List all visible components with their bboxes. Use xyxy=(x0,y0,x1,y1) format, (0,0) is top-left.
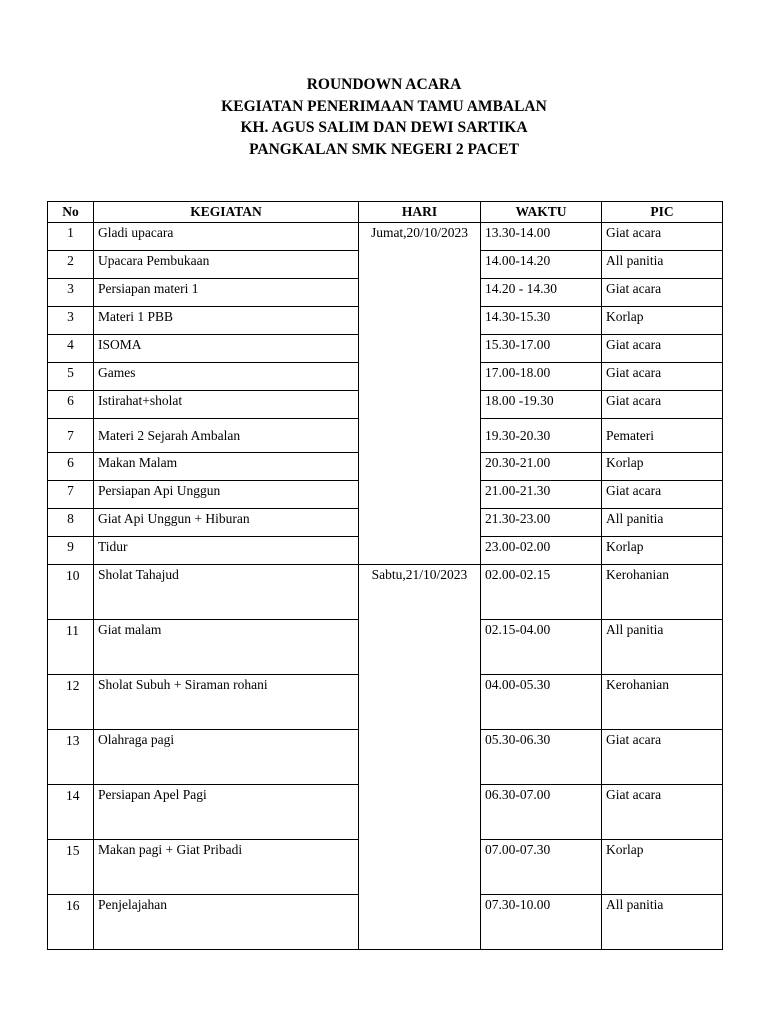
cell-kegiatan: Games xyxy=(94,363,359,391)
cell-waktu: 20.30-21.00 xyxy=(481,453,602,481)
cell-waktu: 17.00-18.00 xyxy=(481,363,602,391)
table-row xyxy=(48,565,723,620)
cell-kegiatan: Upacara Pembukaan xyxy=(94,251,359,279)
table-row xyxy=(48,223,723,251)
title-line-4: PANGKALAN SMK NEGERI 2 PACET xyxy=(249,140,519,158)
cell-waktu: 14.00-14.20 xyxy=(481,251,602,279)
cell-waktu: 06.30-07.00 xyxy=(481,785,602,840)
cell-kegiatan: Istirahat+sholat xyxy=(94,391,359,419)
cell-kegiatan: Makan Malam xyxy=(94,453,359,481)
row-number: 9 xyxy=(67,539,74,554)
cell-pic: Korlap xyxy=(602,537,723,565)
cell-kegiatan: Materi 1 PBB xyxy=(94,307,359,335)
cell-no xyxy=(48,895,94,950)
cell-no xyxy=(48,223,94,251)
row-number: 6 xyxy=(67,393,74,408)
cell-pic: Kerohanian xyxy=(602,675,723,730)
row-number: 13 xyxy=(66,733,80,748)
header-pic: PIC xyxy=(602,202,723,223)
cell-pic: Pemateri xyxy=(602,419,723,453)
cell-pic: All panitia xyxy=(602,895,723,950)
cell-no xyxy=(48,481,94,509)
cell-waktu: 21.00-21.30 xyxy=(481,481,602,509)
cell-kegiatan: Sholat Subuh + Siraman rohani xyxy=(94,675,359,730)
rundown-table xyxy=(47,201,723,950)
cell-kegiatan: Sholat Tahajud xyxy=(94,565,359,620)
cell-hari-jumat: Jumat,20/10/2023 xyxy=(359,223,481,565)
cell-kegiatan: Olahraga pagi xyxy=(94,730,359,785)
cell-kegiatan: Penjelajahan xyxy=(94,895,359,950)
cell-pic: Korlap xyxy=(602,307,723,335)
cell-pic: All panitia xyxy=(602,251,723,279)
cell-pic: Giat acara xyxy=(602,391,723,419)
cell-pic: Giat acara xyxy=(602,335,723,363)
cell-no xyxy=(48,537,94,565)
cell-pic: Giat acara xyxy=(602,223,723,251)
cell-no xyxy=(48,251,94,279)
header-hari: HARI xyxy=(359,202,481,223)
cell-pic: Giat acara xyxy=(602,363,723,391)
header-waktu: WAKTU xyxy=(481,202,602,223)
cell-kegiatan: Materi 2 Sejarah Ambalan xyxy=(94,419,359,453)
cell-kegiatan: Persiapan materi 1 xyxy=(94,279,359,307)
cell-kegiatan: Makan pagi + Giat Pribadi xyxy=(94,840,359,895)
row-number: 16 xyxy=(66,898,80,913)
cell-no xyxy=(48,730,94,785)
cell-waktu: 02.00-02.15 xyxy=(481,565,602,620)
cell-kegiatan: Tidur xyxy=(94,537,359,565)
cell-pic: Giat acara xyxy=(602,481,723,509)
row-number: 3 xyxy=(67,281,74,296)
row-number: 15 xyxy=(66,843,80,858)
cell-pic: Korlap xyxy=(602,840,723,895)
document-title xyxy=(0,74,768,160)
cell-waktu: 19.30-20.30 xyxy=(481,419,602,453)
cell-kegiatan: Gladi upacara xyxy=(94,223,359,251)
cell-waktu: 14.20 - 14.30 xyxy=(481,279,602,307)
cell-waktu: 13.30-14.00 xyxy=(481,223,602,251)
title-line-2: KEGIATAN PENERIMAAN TAMU AMBALAN xyxy=(221,97,547,115)
cell-pic: Kerohanian xyxy=(602,565,723,620)
row-number: 11 xyxy=(66,623,79,638)
row-number: 14 xyxy=(66,788,80,803)
row-number: 12 xyxy=(66,678,80,693)
row-number: 2 xyxy=(67,253,74,268)
cell-pic: Giat acara xyxy=(602,279,723,307)
cell-no xyxy=(48,565,94,620)
row-number: 10 xyxy=(66,568,80,583)
cell-no xyxy=(48,363,94,391)
title-line-3: KH. AGUS SALIM DAN DEWI SARTIKA xyxy=(240,119,528,136)
cell-kegiatan: Persiapan Api Unggun xyxy=(94,481,359,509)
cell-no xyxy=(48,620,94,675)
cell-waktu: 04.00-05.30 xyxy=(481,675,602,730)
cell-no xyxy=(48,840,94,895)
cell-no xyxy=(48,419,94,453)
cell-no xyxy=(48,785,94,840)
row-number: 5 xyxy=(67,365,74,380)
cell-waktu: 23.00-02.00 xyxy=(481,537,602,565)
cell-kegiatan: Persiapan Apel Pagi xyxy=(94,785,359,840)
row-number: 4 xyxy=(67,337,74,352)
cell-hari-sabtu: Sabtu,21/10/2023 xyxy=(359,565,481,950)
cell-pic: Giat acara xyxy=(602,785,723,840)
cell-no xyxy=(48,391,94,419)
title-line-1: ROUNDOWN ACARA xyxy=(306,76,462,93)
cell-kegiatan: Giat malam xyxy=(94,620,359,675)
row-number: 7 xyxy=(67,428,74,443)
cell-no xyxy=(48,675,94,730)
cell-kegiatan: Giat Api Unggun + Hiburan xyxy=(94,509,359,537)
cell-no xyxy=(48,453,94,481)
row-number: 7 xyxy=(67,483,74,498)
row-number: 3 xyxy=(67,309,74,324)
cell-no xyxy=(48,279,94,307)
cell-waktu: 07.30-10.00 xyxy=(481,895,602,950)
cell-waktu: 02.15-04.00 xyxy=(481,620,602,675)
cell-pic: Giat acara xyxy=(602,730,723,785)
row-number: 1 xyxy=(67,225,74,240)
cell-no xyxy=(48,307,94,335)
cell-pic: All panitia xyxy=(602,509,723,537)
cell-waktu: 15.30-17.00 xyxy=(481,335,602,363)
cell-pic: Korlap xyxy=(602,453,723,481)
row-number: 6 xyxy=(67,455,74,470)
cell-waktu: 14.30-15.30 xyxy=(481,307,602,335)
row-number: 8 xyxy=(67,511,74,526)
header-no: No xyxy=(48,202,94,223)
cell-waktu: 18.00 -19.30 xyxy=(481,391,602,419)
cell-pic: All panitia xyxy=(602,620,723,675)
cell-kegiatan: ISOMA xyxy=(94,335,359,363)
cell-waktu: 05.30-06.30 xyxy=(481,730,602,785)
cell-no xyxy=(48,335,94,363)
cell-waktu: 07.00-07.30 xyxy=(481,840,602,895)
header-kegiatan: KEGIATAN xyxy=(94,202,359,223)
cell-no xyxy=(48,509,94,537)
cell-waktu: 21.30-23.00 xyxy=(481,509,602,537)
table-header-row xyxy=(48,202,723,223)
